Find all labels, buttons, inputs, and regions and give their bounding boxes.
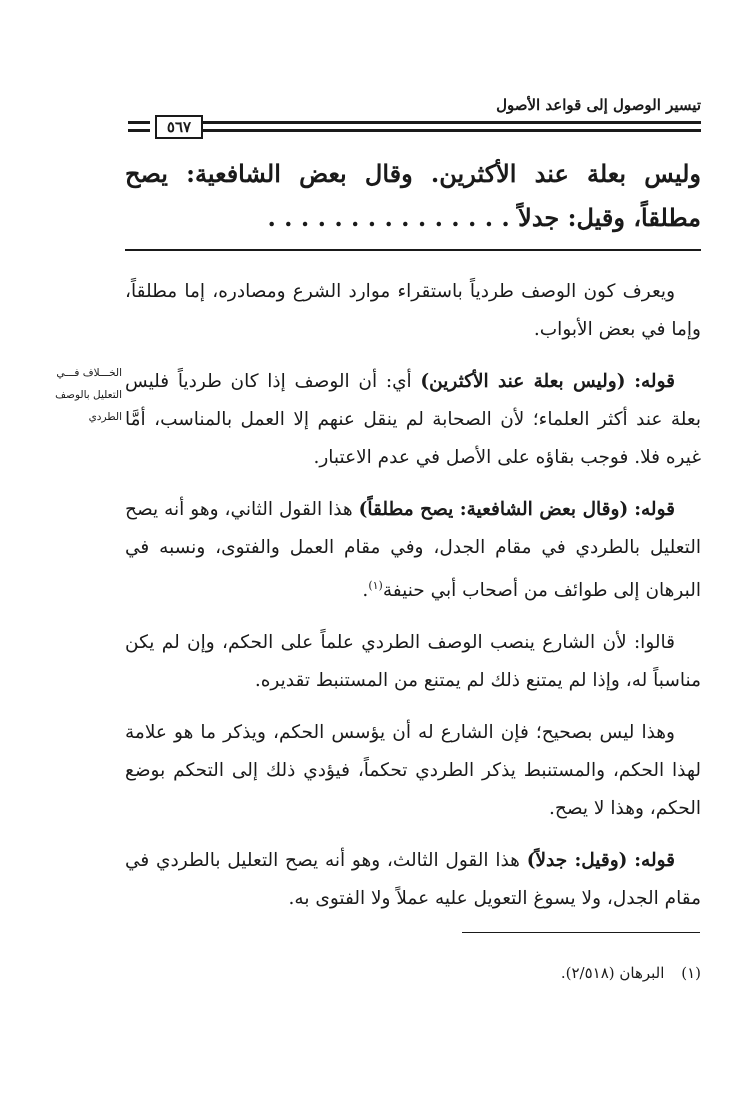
paragraph-6 [125, 842, 701, 918]
paragraph-1: ويعرف كون الوصف طردياً باستقراء موارد الشرع ومصادره، إما مطلقاً، وإما في بعض الأبواب. [125, 281, 701, 340]
paragraph-2 [125, 363, 701, 477]
paragraph-2-lead: قوله: [634, 371, 675, 392]
paragraph-2-quote: (وليس بعلة عند الأكثرين) [420, 371, 626, 392]
paragraph-3-quote: (وقال بعض الشافعية: يصح مطلقاً) [358, 499, 629, 520]
footnote [561, 962, 701, 984]
paragraph-4: قالوا: لأن الشارع ينصب الوصف الطردي علماً على الحكم، وإن لم يكن مناسباً له، وإذا لم يمتنع ذلك لم يمتنع من المستنبط تقديره. [125, 632, 701, 692]
running-title: تيسير الوصول إلى قواعد الأصول [496, 96, 701, 114]
matn-dots: . . . . . . . . . . . . . . . [267, 203, 510, 232]
footnote-ref[interactable]: (١) [368, 579, 383, 592]
matn-divider [125, 249, 701, 251]
paragraph-2-rest: أي: أن الوصف إذا كان طردياً فليس بعلة عند أكثر العلماء؛ لأن الصحابة لم ينقل عنهم إلا العمل بالمناسب، أمَّا غيره فلا. فوجب بقاؤه على الأصل في عدم الاعتبار. [125, 371, 701, 468]
margin-note-line-1: الخـــلاف فـــي [56, 367, 122, 379]
paragraph-6-quote: (وقيل: جدلاً) [526, 850, 628, 872]
margin-note-line-2: التعليل بالوصف [55, 389, 122, 401]
header-rule-top [203, 121, 701, 124]
paragraph-6-lead: قوله: [634, 850, 675, 872]
paragraph-5: وهذا ليس بصحيح؛ فإن الشارع له أن يؤسس الحكم، ويذكر ما هو علامة لهذا الحكم، والمستنبط يذكر الطردي تحكماً، فيؤدي ذلك إلى التحكم بوضع الحكم، وهذا لا يصح. [125, 722, 701, 820]
header-rule-bottom [203, 129, 701, 132]
header-rule-left-top [128, 121, 150, 124]
paragraph-3 [125, 491, 701, 610]
paragraph-6-rest: هذا القول الثالث، وهو أنه يصح التعليل بالطردي في مقام الجدل، ولا يسوغ التعويل عليه عملاً ولا الفتوى به. [125, 850, 701, 910]
header-rule-left-bottom [128, 129, 150, 132]
paragraph-3-end: . [362, 580, 369, 602]
matn-body: وليس بعلة عند الأكثرين. وقال بعض الشافعية: يصح مطلقاً، وقيل: جدلاً [125, 159, 701, 232]
page-number: ٥٦٧ [155, 115, 203, 139]
footnote-text: البرهان (٢/٥١٨). [560, 964, 665, 982]
paragraph-3-lead: قوله: [634, 499, 675, 520]
margin-note [22, 362, 122, 428]
commentary [125, 273, 701, 932]
paragraph-3-rest: هذا القول الثاني، وهو أنه يصح التعليل بالطردي في مقام الجدل، وفي مقام العمل والفتوى، ونسبه في البرهان إلى طوائف من أصحاب أبي حنيفة [125, 499, 701, 602]
footnote-divider [462, 932, 700, 933]
margin-note-line-3: الطردي [88, 411, 122, 423]
matn-text [125, 152, 701, 240]
footnote-number: (١) [681, 964, 701, 982]
